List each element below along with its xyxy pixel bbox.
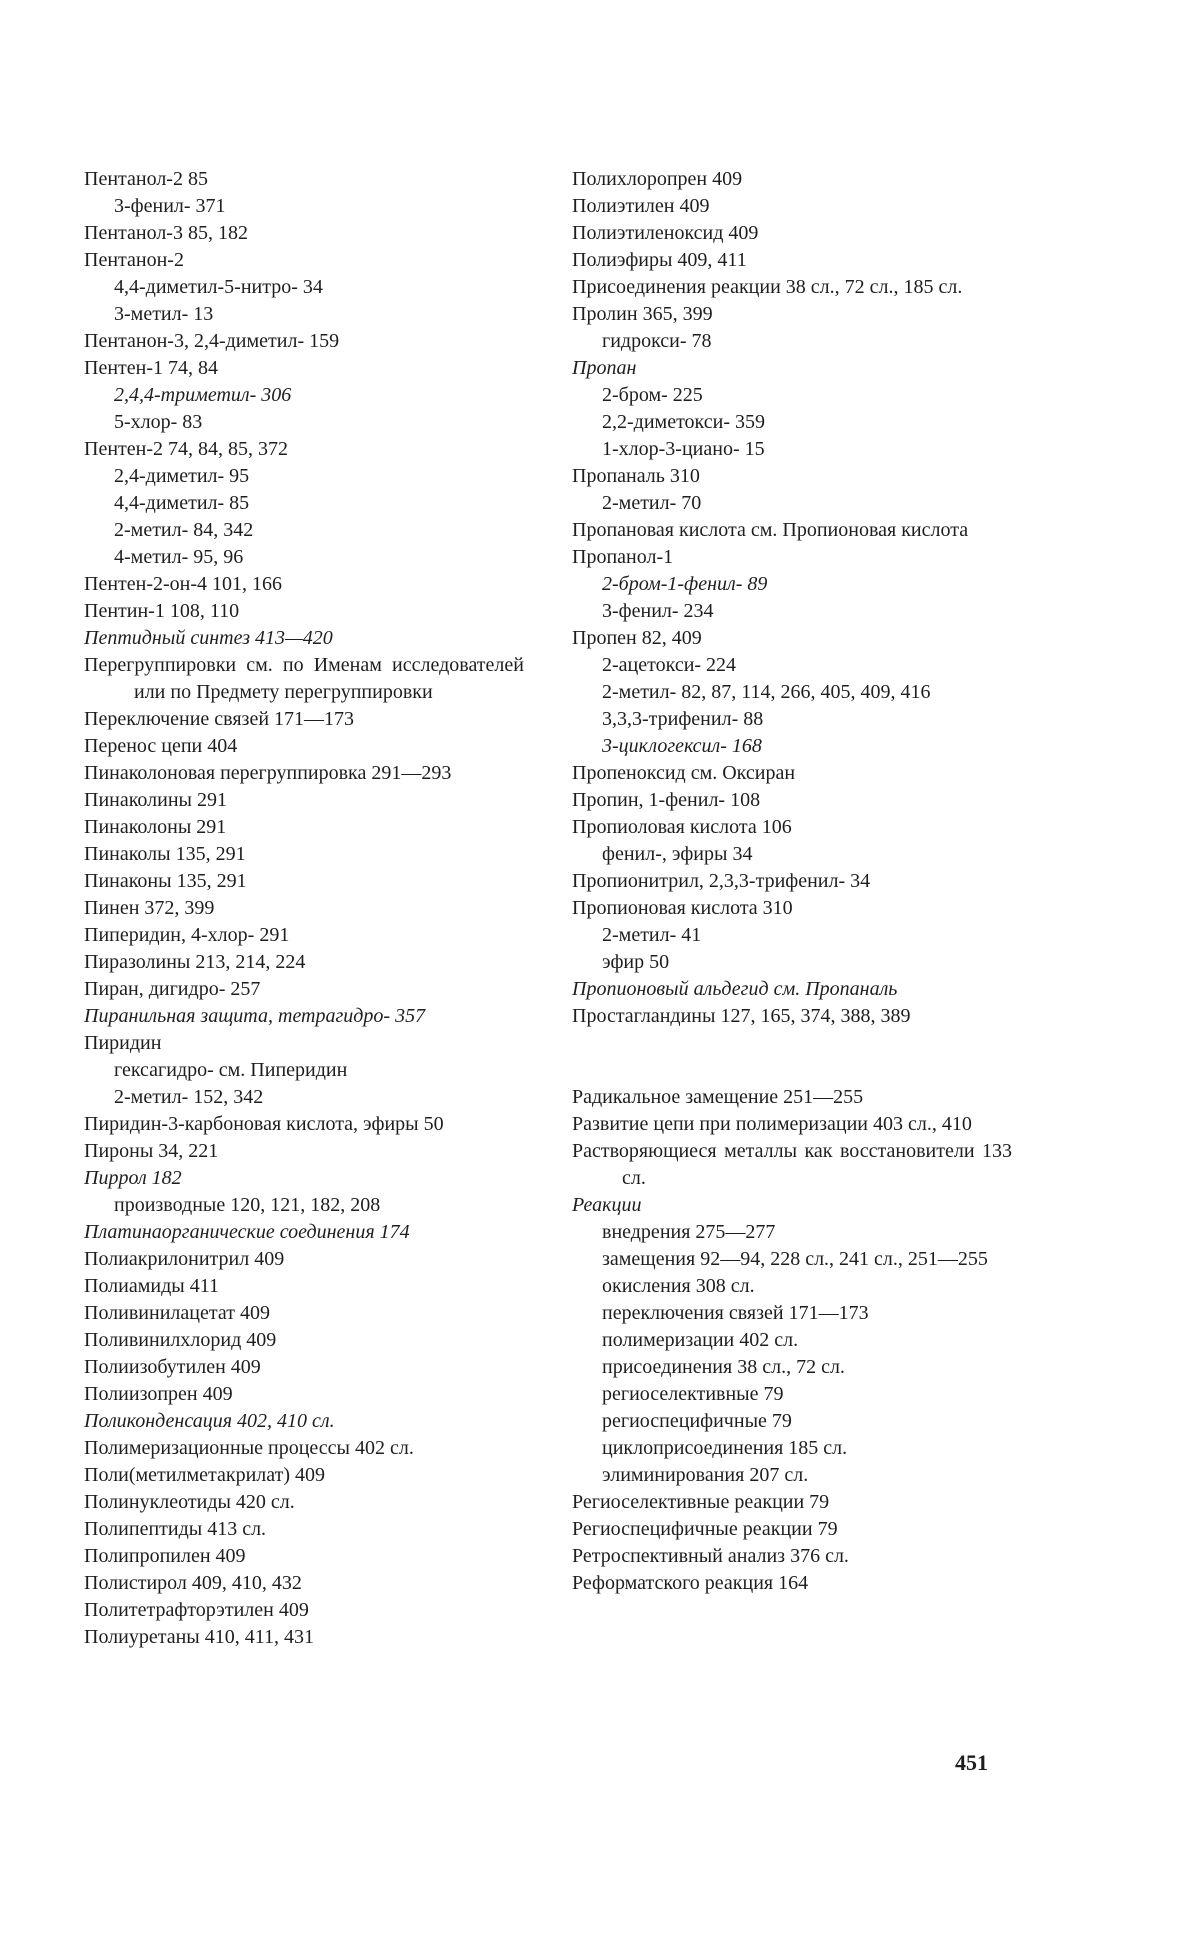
index-entry: Пентен-1 74, 84: [84, 357, 219, 379]
index-entry: Полиизобутилен 409: [84, 1356, 261, 1378]
index-entry: Развитие цепи при полимеризации 403 сл., 410: [572, 1113, 972, 1135]
index-entry: Полихлоропрен 409: [572, 168, 743, 190]
index-subentry: 3-метил- 13: [114, 303, 214, 325]
index-group-p: [572, 166, 1012, 1030]
index-column-right: [572, 166, 1012, 1597]
index-subentry: окисления 308 сл.: [602, 1275, 755, 1297]
index-subentry: 2-метил- 82, 87, 114, 266, 405, 409, 416: [602, 681, 931, 703]
index-entry: Полиэфиры 409, 411: [572, 249, 747, 271]
index-subentry: присоединения 38 сл., 72 сл.: [602, 1356, 845, 1378]
index-entry: Поливинилацетат 409: [84, 1302, 270, 1324]
index-column-left: [84, 166, 524, 1651]
index-subentry: элиминирования 207 сл.: [602, 1464, 809, 1486]
index-entry: Полипропилен 409: [84, 1545, 246, 1567]
index-entry: Пинаколины 291: [84, 789, 227, 811]
index-subentry: фенил-, эфиры 34: [602, 843, 753, 865]
index-subentry: 2-метил- 41: [602, 924, 702, 946]
index-entry: Полипептиды 413 сл.: [84, 1518, 267, 1540]
index-subentry: замещения 92—94, 228 сл., 241 сл., 251—255: [602, 1248, 988, 1270]
index-subentry: 2-метил- 84, 342: [114, 519, 254, 541]
index-entry: Политетрафторэтилен 409: [84, 1599, 309, 1621]
index-entry: Переключение связей 171—173: [84, 708, 355, 730]
index-entry: Пентен-2 74, 84, 85, 372: [84, 438, 289, 460]
index-entry: Поликонденсация 402, 410 сл.: [84, 1410, 335, 1432]
index-subentry: 2-метил- 152, 342: [114, 1086, 264, 1108]
index-entry: Пропионовый альдегид см. Пропаналь: [572, 978, 898, 1000]
index-entry: Пентин-1 108, 110: [84, 600, 240, 622]
index-group-r: [572, 1084, 1012, 1597]
index-subentry: региоселективные 79: [602, 1383, 784, 1405]
index-entry: Полиуретаны 410, 411, 431: [84, 1626, 314, 1648]
index-entry: Пинаконы 135, 291: [84, 870, 247, 892]
index-entry: Пентанол-2 85: [84, 168, 208, 190]
index-subentry: 2,4-диметил- 95: [114, 465, 250, 487]
index-entry: Присоединения реакции 38 сл., 72 сл., 185 сл.: [572, 276, 963, 298]
index-entry: Полиэтиленоксид 409: [572, 222, 759, 244]
index-entry: Пропановая кислота см. Пропионовая кислота: [572, 519, 969, 541]
index-entry: Растворяющиеся металлы как восстановители 133 сл.: [572, 1140, 1012, 1189]
index-entry: Пиран, дигидро- 257: [84, 978, 261, 1000]
index-entry: Пропин, 1-фенил- 108: [572, 789, 761, 811]
index-entry: Пептидный синтез 413—420: [84, 627, 333, 649]
index-entry: Региоселективные реакции 79: [572, 1491, 830, 1513]
index-subentry: 3-циклогексил- 168: [602, 735, 762, 757]
index-subentry: 4,4-диметил- 85: [114, 492, 250, 514]
index-entry: Пиррол 182: [84, 1167, 182, 1189]
index-subentry: эфир 50: [602, 951, 670, 973]
index-entry: Пиразолины 213, 214, 224: [84, 951, 306, 973]
index-entry: Перенос цепи 404: [84, 735, 238, 757]
index-entry: Поливинилхлорид 409: [84, 1329, 277, 1351]
index-entry: Пропиоловая кислота 106: [572, 816, 792, 838]
index-subentry: гексагидро- см. Пиперидин: [114, 1059, 348, 1081]
index-subentry: 4-метил- 95, 96: [114, 546, 244, 568]
index-entry: Пиридин-3-карбоновая кислота, эфиры 50: [84, 1113, 444, 1135]
index-entry: Полистирол 409, 410, 432: [84, 1572, 302, 1594]
index-entry: Перегруппировки см. по Именам исследователей или по Предмету перегруппировки: [84, 654, 524, 703]
index-entry: Пиридин: [84, 1032, 162, 1054]
index-entry: Платинаорганические соединения 174: [84, 1221, 410, 1243]
index-entry: Пиперидин, 4-хлор- 291: [84, 924, 290, 946]
index-subentry: 2-ацетокси- 224: [602, 654, 737, 676]
index-entry: Ретроспективный анализ 376 сл.: [572, 1545, 849, 1567]
index-subentry: 3-фенил- 234: [602, 600, 714, 622]
index-subentry: 4,4-диметил-5-нитро- 34: [114, 276, 323, 298]
index-entry: Полиэтилен 409: [572, 195, 710, 217]
page-number: 451: [955, 1750, 988, 1775]
index-entry: Пропионовая кислота 310: [572, 897, 793, 919]
index-subentry: переключения связей 171—173: [602, 1302, 869, 1324]
index-entry: Пинаколоновая перегруппировка 291—293: [84, 762, 452, 784]
index-subentry: 2-бром- 225: [602, 384, 703, 406]
index-entry: Реформатского реакция 164: [572, 1572, 809, 1594]
index-entry: Пропаналь 310: [572, 465, 700, 487]
index-entry: Пироны 34, 221: [84, 1140, 219, 1162]
index-entry: Региоспецифичные реакции 79: [572, 1518, 838, 1540]
index-subentry: 1-хлор-3-циано- 15: [602, 438, 765, 460]
index-entry: Простагландины 127, 165, 374, 388, 389: [572, 1005, 911, 1027]
index-entry: Полиизопрен 409: [84, 1383, 233, 1405]
index-entry: Полиакрилонитрил 409: [84, 1248, 285, 1270]
index-entry: Пиранильная защита, тетрагидро- 357: [84, 1005, 426, 1027]
index-entry: Пентен-2-он-4 101, 166: [84, 573, 283, 595]
index-subentry: внедрения 275—277: [602, 1221, 776, 1243]
index-subentry: 3,3,3-трифенил- 88: [602, 708, 764, 730]
index-entry: Полиамиды 411: [84, 1275, 219, 1297]
index-entry: Полимеризационные процессы 402 сл.: [84, 1437, 414, 1459]
index-subentry: 3-фенил- 371: [114, 195, 226, 217]
index-entry: Полинуклеотиды 420 сл.: [84, 1491, 295, 1513]
index-subentry: производные 120, 121, 182, 208: [114, 1194, 381, 1216]
index-entry: Пропеноксид см. Оксиран: [572, 762, 796, 784]
index-subentry: 2-метил- 70: [602, 492, 702, 514]
index-entry: Пинаколоны 291: [84, 816, 227, 838]
index-entry: Радикальное замещение 251—255: [572, 1086, 864, 1108]
index-subentry: 2-бром-1-фенил- 89: [602, 573, 768, 595]
index-entry: Поли(метилметакрилат) 409: [84, 1464, 326, 1486]
index-entry: Реакции: [572, 1194, 642, 1216]
index-entry: Пинен 372, 399: [84, 897, 215, 919]
index-subentry: циклоприсоединения 185 сл.: [602, 1437, 848, 1459]
index-entry: Пентанол-3 85, 182: [84, 222, 248, 244]
index-entry: Пентанон-2: [84, 249, 184, 271]
letter-gap: [572, 1030, 1012, 1084]
index-entry: Пролин 365, 399: [572, 303, 713, 325]
index-subentry: полимеризации 402 сл.: [602, 1329, 799, 1351]
index-subentry: гидрокси- 78: [602, 330, 712, 352]
index-subentry: 2,2-диметокси- 359: [602, 411, 766, 433]
index-entry: Пропионитрил, 2,3,3-трифенил- 34: [572, 870, 871, 892]
index-entry: Пропан: [572, 357, 637, 379]
index-subentry: 2,4,4-триметил- 306: [114, 384, 292, 406]
index-entry: Пропен 82, 409: [572, 627, 702, 649]
index-entry: Пентанон-3, 2,4-диметил- 159: [84, 330, 340, 352]
index-entry: Пинаколы 135, 291: [84, 843, 246, 865]
index-entry: Пропанол-1: [572, 546, 674, 568]
index-subentry: 5-хлор- 83: [114, 411, 203, 433]
index-subentry: региоспецифичные 79: [602, 1410, 792, 1432]
